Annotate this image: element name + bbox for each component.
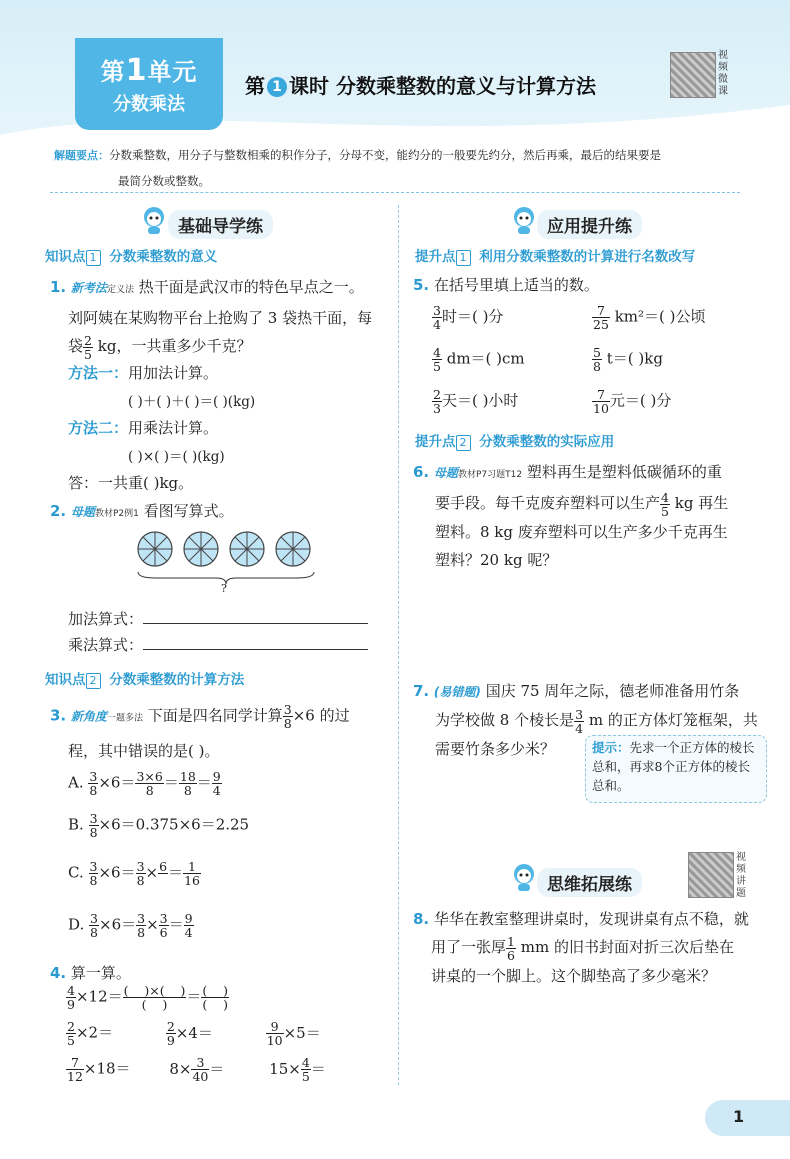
method-1: 方法一：用加法计算。: [68, 364, 219, 382]
page-number: 1: [705, 1100, 790, 1136]
column-divider: [398, 205, 399, 1085]
section-title-basic: 基础导学练: [168, 210, 273, 239]
multiplication-formula[interactable]: 乘法算式：: [68, 634, 368, 655]
question-4: 4. 算一算。: [50, 964, 131, 982]
calc-row-1[interactable]: $\frac{2}{5}$ ×2＝ $\frac{2}{9}$ ×4＝ $\frac{9}{10}$ ×5＝: [67, 1019, 321, 1048]
qr-label: 视频讲题: [736, 852, 746, 899]
q5-item-5[interactable]: $\frac{2}{3}$ 天＝( )小时: [433, 387, 519, 416]
answer-1[interactable]: 答：一共重( )kg。: [68, 474, 194, 492]
method-1-expression[interactable]: ( )＋( )＋( )＝( )(kg): [128, 394, 256, 410]
q5-item-3[interactable]: $\frac{4}{5}$ dm＝( )cm: [433, 345, 525, 374]
q5-item-2[interactable]: $\frac{7}{25}$ km²＝( )公顷: [593, 303, 706, 332]
question-2: 2. 母题教材P2例1 看图写算式。: [50, 502, 234, 520]
section-title-apply: 应用提升练: [537, 210, 642, 239]
question-1: 1. 新考法定义法 热干面是武汉市的特色早点之一。 刘阿姨在某购物平台上抢购了 3 袋热干面，每 袋 $\frac{2}{5}$ kg，一共重多少千克？: [50, 278, 373, 362]
option-b[interactable]: B. $\frac{3}{8}$ ×6＝0.375×6＝2.25: [68, 811, 250, 840]
method-2-expression[interactable]: ( )×( )＝( )(kg): [128, 449, 225, 465]
brace-question-mark: ?: [221, 582, 227, 595]
qr-code-icon[interactable]: [688, 852, 734, 898]
hint-label: 提示：: [592, 740, 630, 755]
fraction-circles-figure: [136, 530, 316, 570]
mascot-icon: [510, 205, 538, 235]
hint-box: 提示：先求一个正方体的棱长总和，再求8个正方体的棱长总和。: [585, 735, 767, 803]
question-3-line2[interactable]: 程，其中错误的是( )。: [68, 742, 220, 760]
section-title-extend: 思维拓展练: [537, 868, 642, 897]
mascot-icon: [510, 862, 538, 892]
calc-example[interactable]: $\frac{4}{9}$ ×12＝ $\frac{( )\times( )}{( )}$ ＝ $\frac{( )}{( )}$: [67, 983, 229, 1012]
q5-item-1[interactable]: $\frac{3}{4}$ 时＝( )分: [433, 303, 504, 332]
calc-row-2[interactable]: $\frac{7}{12}$ ×18＝ 8× $\frac{3}{40}$ ＝ 15× $\frac{4}{5}$ ＝: [67, 1055, 326, 1084]
unit-title: 分数乘法: [113, 94, 185, 115]
question-6: 6. 母题教材P7习题T12 塑料再生是塑料低碳循环的重 要手段。每千克废弃塑料可以生产 $\frac{4}{5}$ kg 再生 塑料。8 kg 废弃塑料可以生产多少千克再生 塑料？20 kg 呢？: [413, 463, 729, 569]
knowledge-point-1: 知识点 1 分数乘整数的意义: [45, 249, 218, 265]
method-2: 方法二：用乘法计算。: [68, 419, 219, 437]
question-7: 7. (易错题) 国庆 75 周年之际，德老师准备用竹条 为学校做 8 个棱长是 $\frac{3}{4}$ m 的正方体灯笼框架，共 需要竹条多少米？: [413, 682, 758, 758]
question-3: 3. 新角度一题多法 下面是四名同学计算 $\frac{3}{8}$ ×6 的过: [50, 702, 350, 731]
lesson-title: 第 1 课时 分数乘整数的意义与计算方法: [245, 74, 596, 98]
key-points-line2: 最简分数或整数。: [118, 174, 210, 188]
improve-point-2: 提升点 2 分数乘整数的实际应用: [415, 434, 615, 450]
unit-badge: 第1单元 分数乘法: [75, 38, 223, 130]
q5-item-6[interactable]: $\frac{7}{10}$ 元＝( )分: [593, 387, 672, 416]
improve-point-1: 提升点 1 利用分数乘整数的计算进行名数改写: [415, 249, 696, 265]
question-8: 8. 华华在教室整理讲桌时，发现讲桌有点不稳，就 用了一张厚 $\frac{1}{6}$ mm 的旧书封面对折三次后垫在 讲桌的一个脚上。这个脚垫高了多少毫米？: [413, 910, 749, 985]
option-a[interactable]: A. $\frac{3}{8}$ ×6＝ $\frac{3\times 6}{8}$ ＝ $\frac{18}{8}$ ＝ $\frac{9}{4}$: [68, 769, 221, 798]
question-5: 5. 在括号里填上适当的数。: [413, 276, 599, 294]
key-points-box: 解题要点：分数乘整数，用分子与整数相乘的积作分子，分母不变，能约分的一般要先约分，然后再乘，最后的结果要是 最简分数或整数。: [50, 140, 740, 193]
option-d[interactable]: D. $\frac{3}{8}$ ×6＝ $\frac{3}{8}$ × $\frac{3}{6}$ ＝ $\frac{9}{4}$: [68, 911, 193, 940]
knowledge-point-2: 知识点 2 分数乘整数的计算方法: [45, 672, 245, 688]
option-c[interactable]: C. $\frac{3}{8}$ ×6＝ $\frac{3}{8}$ × 6 ＝ $\frac{1}{16}$: [68, 859, 200, 888]
q5-item-4[interactable]: $\frac{5}{8}$ t＝( )kg: [593, 345, 663, 374]
qr-code-icon[interactable]: [670, 52, 716, 98]
mascot-icon: [140, 205, 168, 235]
addition-formula[interactable]: 加法算式：: [68, 608, 368, 629]
qr-label: 视频微课: [718, 50, 728, 97]
